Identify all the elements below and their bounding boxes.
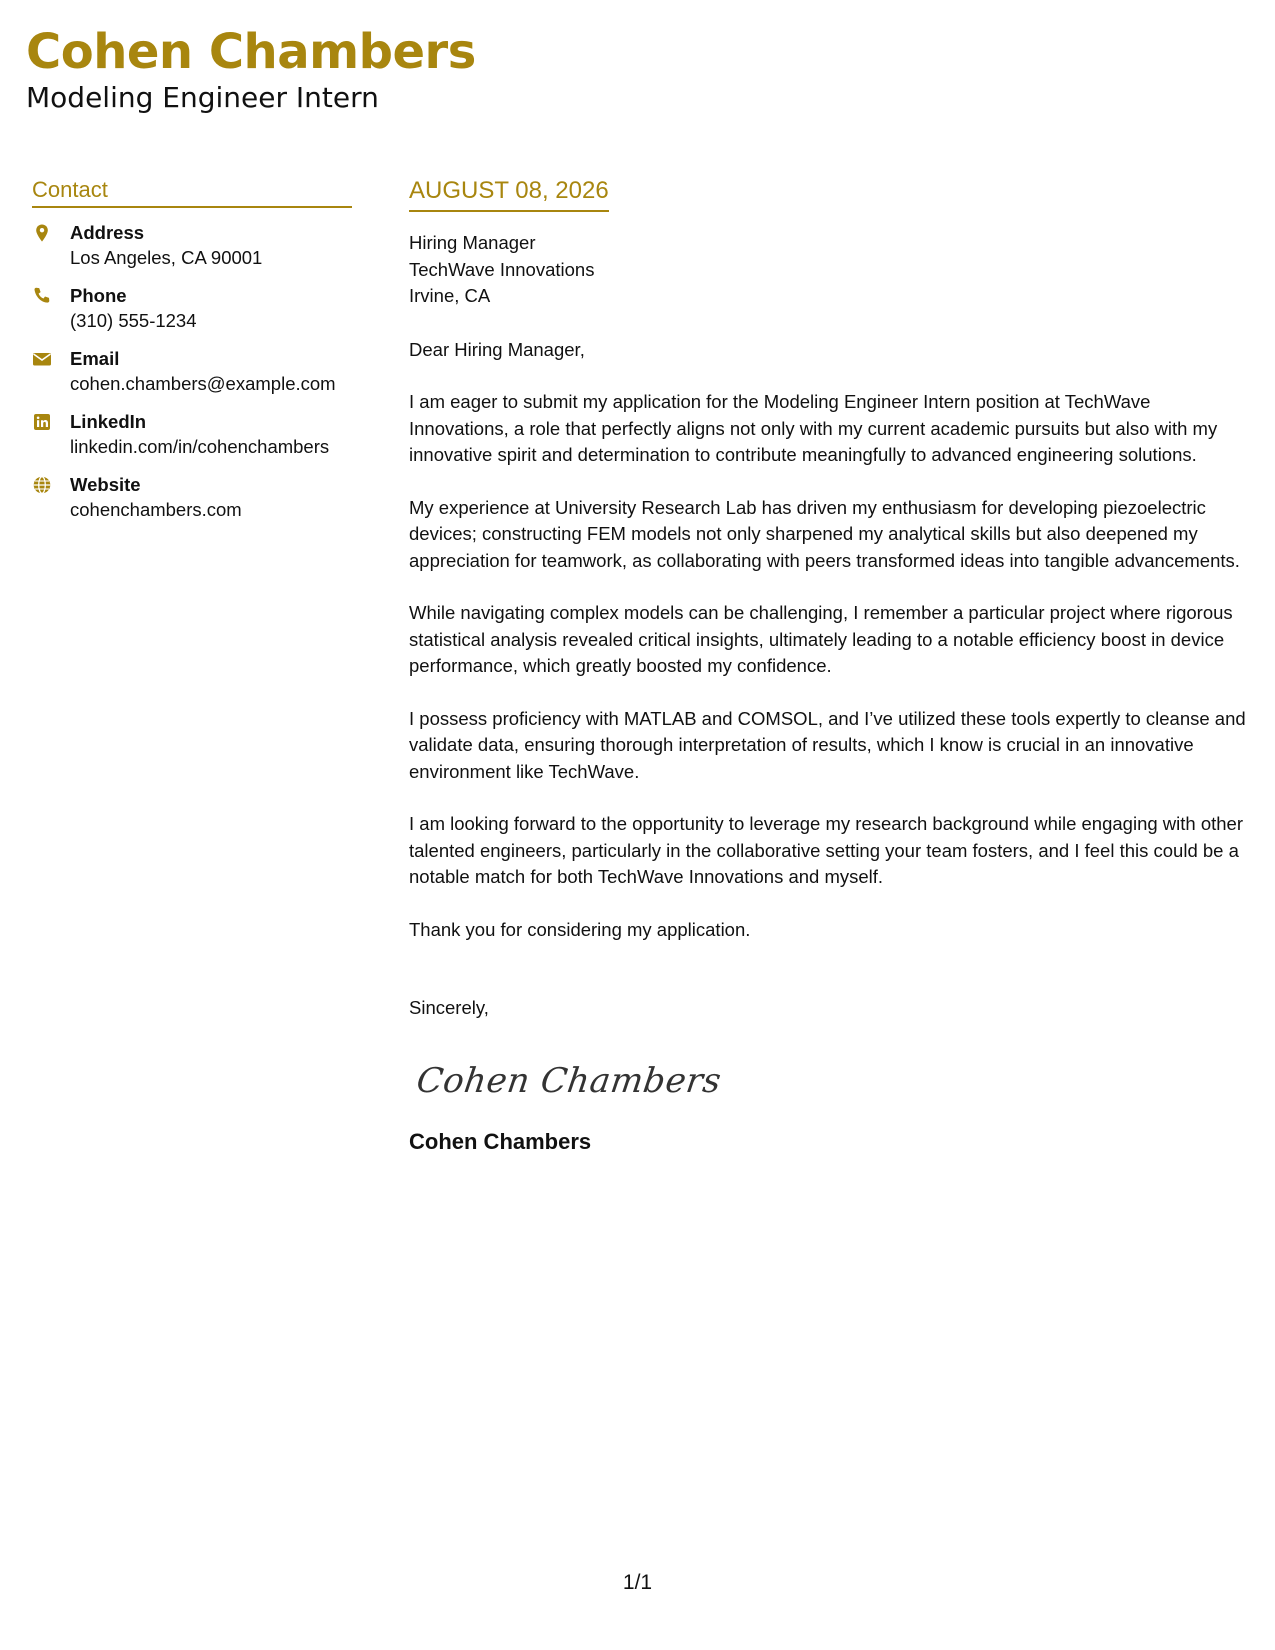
contact-item-phone <box>32 284 352 347</box>
contact-item-address <box>32 221 352 284</box>
signer-name: Cohen Chambers <box>409 1128 592 1154</box>
letter-body <box>409 176 1254 1156</box>
handwritten-signature <box>414 1052 724 1108</box>
greeting: Dear Hiring Manager, <box>409 338 585 360</box>
recipient-location: Irvine, CA <box>409 285 491 306</box>
paragraph: While navigating complex models can be challenging, I remember a particular project where rigorous statistical analysis revealed critical insights, ultimately leading to a notable efficiency boost in device performance, which greatly boosted my confidence. <box>409 602 1233 676</box>
contact-label: Phone <box>70 285 127 306</box>
linkedin-icon <box>32 412 54 434</box>
paragraph: My experience at University Research Lab has driven my enthusiasm for developing piezoelectric devices; constructing FEM models not only sharpened my analytical skills but also deepened my appreciation for teamwork, as collaborating with peers transformed ideas into tangible advancements. <box>409 496 1240 571</box>
applicant-role: Modeling Engineer Intern <box>26 81 379 114</box>
contact-label: Email <box>70 348 120 369</box>
paragraph: Thank you for considering my application. <box>409 918 751 940</box>
map-pin-icon <box>32 223 54 245</box>
envelope-icon <box>32 349 54 371</box>
contact-value: cohenchambers.com <box>70 499 242 520</box>
svg-text:Cohen Chambers: Cohen Chambers <box>414 1060 724 1101</box>
contact-sidebar <box>32 176 352 536</box>
contact-label: LinkedIn <box>70 411 147 432</box>
contact-value: Los Angeles, CA 90001 <box>70 247 263 268</box>
contact-value: linkedin.com/in/cohenchambers <box>70 436 330 457</box>
contact-heading: Contact <box>32 176 352 208</box>
closing: Sincerely, <box>409 997 489 1018</box>
contact-item-website <box>32 473 352 536</box>
page-number: 1/1 <box>622 1571 653 1594</box>
recipient-block <box>409 230 1254 310</box>
paragraph: I am eager to submit my application for the Modeling Engineer Intern position at TechWave Innovations, a role that perfectly aligns not only with my current academic pursuits but also with my innovative spirit and determination to contribute meaningfully to advanced engineering solutions. <box>409 391 1218 465</box>
resume-header <box>26 22 476 116</box>
paragraph: I am looking forward to the opportunity to leverage my research background while engaging with other talented engineers, particularly in the collaborative setting your team fosters, and I feel this could be a notable match for both TechWave Innovations and myself. <box>409 813 1243 887</box>
contact-label: Address <box>70 222 145 243</box>
recipient-title: Hiring Manager <box>409 232 536 253</box>
contact-item-email <box>32 347 352 410</box>
contact-value: cohen.chambers@example.com <box>70 373 336 394</box>
phone-icon <box>32 286 54 308</box>
contact-list <box>32 221 352 536</box>
contact-label: Website <box>70 474 141 495</box>
contact-item-linkedin <box>32 410 352 473</box>
letter-date: AUGUST 08, 2026 <box>409 177 609 204</box>
applicant-name: Cohen Chambers <box>26 24 476 80</box>
globe-icon <box>32 475 54 497</box>
recipient-company: TechWave Innovations <box>409 258 595 280</box>
date-block <box>409 176 609 212</box>
contact-value: (310) 555-1234 <box>70 310 197 331</box>
paragraph: I possess proficiency with MATLAB and COMSOL, and I’ve utilized these tools expertly to cleanse and validate data, ensuring thorough interpretation of results, which I know is crucial in an innovative environment like TechWave. <box>409 707 1246 782</box>
